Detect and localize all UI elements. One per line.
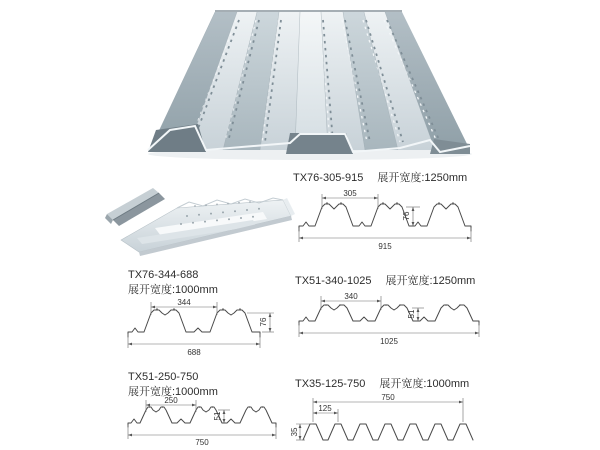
diagram-title-tx76-344-688 [128, 268, 218, 298]
deck-underside-shadow-center [286, 133, 353, 154]
dim-height-label: 51 [407, 309, 416, 319]
profile-diagram-tx51-250-750 [120, 396, 305, 450]
dim-overall-label: 915 [378, 242, 392, 251]
model-label: TX51-340-1025 [295, 275, 372, 287]
dim-overall-label: 1025 [380, 337, 398, 346]
secondary-product-photo [103, 176, 295, 260]
unfold-width-label: 展开宽度:1000mm [379, 378, 470, 390]
dim-top-label: 250 [164, 396, 178, 405]
unfold-width-label: 展开宽度:1000mm [128, 284, 218, 296]
dim-overall-label: 750 [195, 438, 209, 447]
model-label: TX35-125-750 [295, 378, 366, 390]
diagram-title-tx51-340-1025 [295, 274, 475, 289]
diagram-title-tx76-305-915 [293, 171, 467, 186]
profile-diagram-tx76-305-915 [293, 186, 483, 252]
dim-top-label: 125 [318, 404, 332, 413]
dim-top-label: 305 [343, 189, 357, 198]
dim-top-label: 340 [344, 292, 358, 301]
dim-height-label: 76 [259, 317, 268, 327]
model-label: TX76-305-915 [293, 172, 364, 184]
dim-top-label: 344 [177, 298, 191, 307]
unfold-width-label: 展开宽度:1000mm [128, 386, 218, 398]
dim-height-label: 76 [402, 211, 411, 221]
dim-overall-label: 688 [187, 348, 201, 357]
unfold-width-label: 展开宽度:1250mm [377, 172, 468, 184]
unfold-width-label: 展开宽度:1250mm [385, 275, 476, 287]
model-label: TX76-344-688 [128, 269, 199, 281]
profile-diagram-tx35-125-750 [290, 388, 493, 450]
model-label: TX51-250-750 [128, 371, 199, 383]
main-product-photo [140, 2, 475, 162]
dim-height-label: 51 [213, 411, 222, 421]
profile-diagram-tx51-340-1025 [293, 292, 488, 352]
dim-height-label: 35 [290, 427, 299, 437]
profile-diagram-tx76-344-688 [120, 298, 305, 360]
dim-overall-label: 750 [381, 393, 395, 402]
